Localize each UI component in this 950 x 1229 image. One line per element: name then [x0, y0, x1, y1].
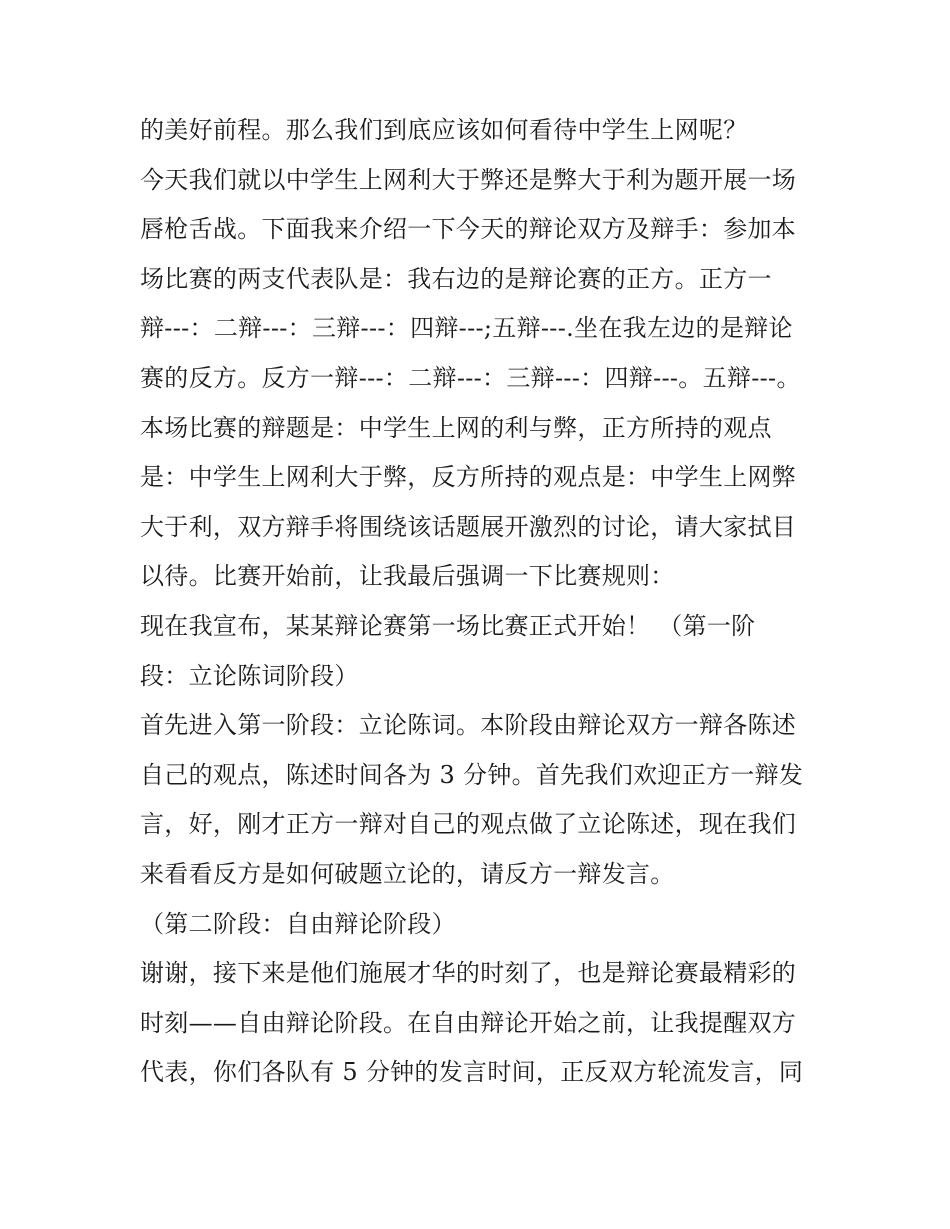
- text-line: 今天我们就以中学生上网利大于弊还是弊大于利为题开展一场: [140, 165, 797, 194]
- text-line: 的美好前程。那么我们到底应该如何看待中学生上网呢？: [140, 116, 748, 144]
- text-line: 谢谢，接下来是他们施展才华的时刻了，也是辩论赛最精彩的: [140, 959, 797, 988]
- text-line: 赛的反方。反方一辩---：二辩---：三辩---：四辩---。五辩---。: [140, 363, 801, 392]
- text-line: 是：中学生上网利大于弊，反方所持的观点是：中学生上网弊: [140, 463, 797, 492]
- text-line: 来看看反方是如何破题立论的，请反方一辩发言。: [140, 859, 675, 888]
- text-line: 唇枪舌战。下面我来介绍一下今天的辩论双方及辩手：参加本: [140, 215, 797, 244]
- text-line: 现在我宣布，某某辩论赛第一场比赛正式开始！ （第一阶: [140, 611, 756, 640]
- text-line: 自己的观点，陈述时间各为 3 分钟。首先我们欢迎正方一辩发: [140, 760, 804, 789]
- text-line: 言，好，刚才正方一辩对自己的观点做了立论陈述，现在我们: [140, 810, 797, 839]
- text-line: 以待。比赛开始前，让我最后强调一下比赛规则：: [140, 562, 675, 591]
- text-line: 时刻——自由辩论阶段。在自由辩论开始之前，让我提醒双方: [140, 1008, 797, 1037]
- text-line: 本场比赛的辩题是：中学生上网的利与弊，正方所持的观点: [140, 413, 772, 442]
- text-line: 段：立论陈词阶段）: [140, 661, 359, 690]
- text-line: 辩---：二辩---：三辩---：四辩---;五辩---.坐在我左边的是辩论: [140, 314, 793, 343]
- text-line: 首先进入第一阶段：立论陈词。本阶段由辩论双方一辩各陈述: [140, 711, 797, 740]
- document-text: [140, 106, 820, 1098]
- text-line: 大于利，双方辩手将围绕该话题展开激烈的讨论，请大家拭目: [140, 512, 797, 541]
- text-line: 场比赛的两支代表队是：我右边的是辩论赛的正方。正方一: [140, 264, 772, 293]
- text-line: （第二阶段：自由辩论阶段）: [140, 909, 456, 938]
- text-line: 代表，你们各队有 5 分钟的发言时间，正反双方轮流发言，同: [140, 1058, 804, 1087]
